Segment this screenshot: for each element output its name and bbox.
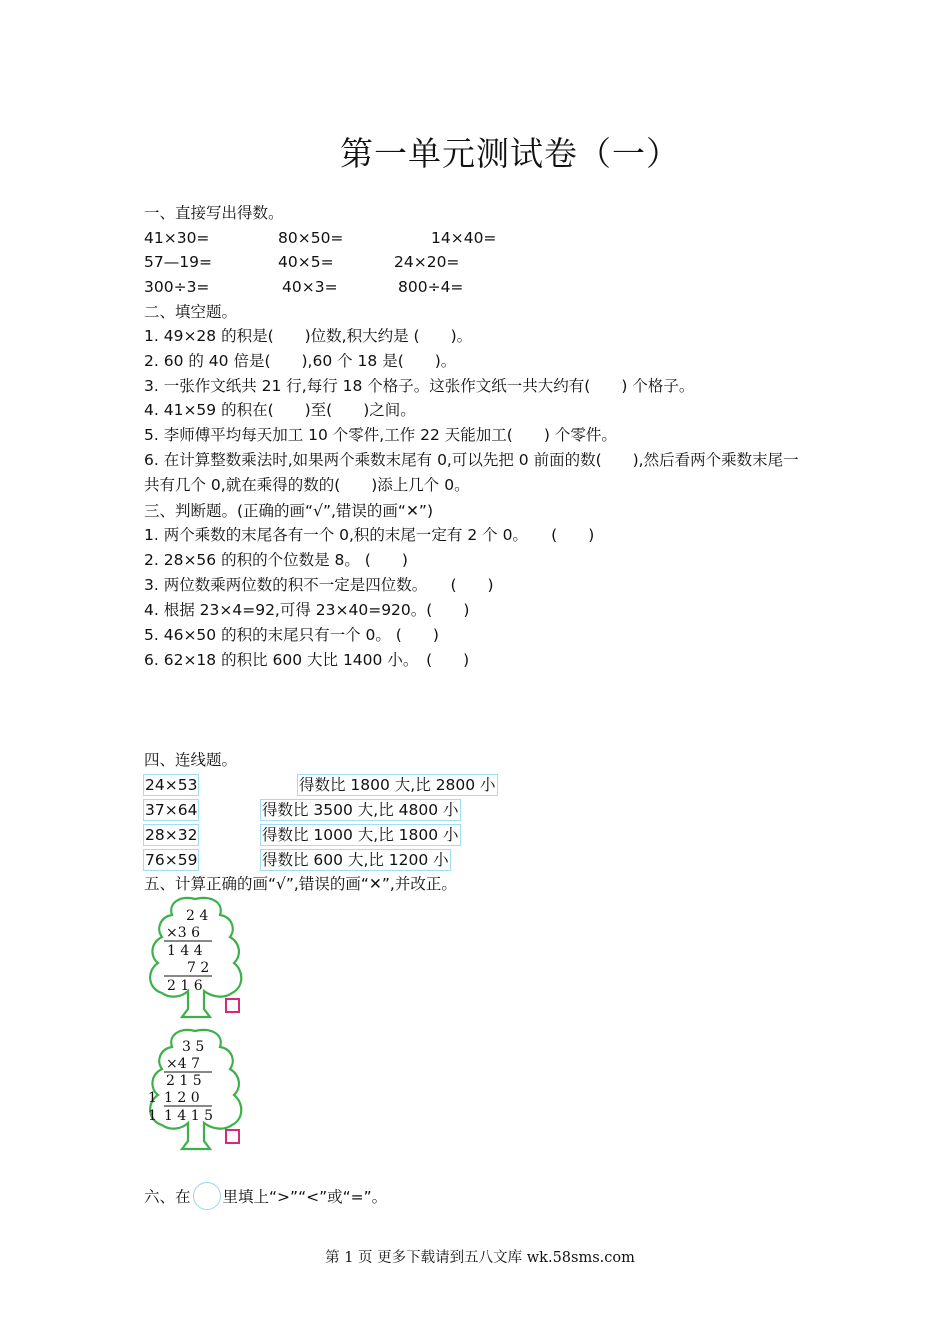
judge-item: 6. 62×18 的积比 600 大比 1400 小。 ( ) [144, 651, 470, 669]
calc-item: 800÷4= [398, 278, 464, 296]
judge-item: 3. 两位数乘两位数的积不一定是四位数。 ( ) [144, 576, 494, 594]
section2-heading: 二、填空题。 [144, 303, 238, 321]
link-right-item: 得数比 3500 大,比 4800 小 [262, 801, 459, 819]
calc2-multiplier: ×4 7 [166, 1056, 200, 1072]
answer-box[interactable] [225, 998, 240, 1013]
fill-item: 3. 一张作文纸共 21 行,每行 18 个格子。这张作文纸一共大约有( ) 个格子。 [144, 377, 695, 395]
link-left-item: 28×32 [145, 826, 198, 844]
calc2-partial-2: 1 2 0 [164, 1090, 200, 1106]
section1-heading: 一、直接写出得数。 [144, 204, 284, 222]
link-right-item: 得数比 600 大,比 1200 小 [262, 851, 449, 869]
link-right-item: 得数比 1800 大,比 2800 小 [299, 776, 496, 794]
section6-heading-end: 里填上“>”“<”或“=”。 [222, 1188, 388, 1206]
calc1-partial-1: 1 4 4 [167, 943, 203, 959]
calc-item: 41×30= [144, 229, 210, 247]
circle-icon [193, 1182, 221, 1210]
calc1-multiplicand: 2 4 [186, 908, 209, 924]
calc1-multiplier: ×3 6 [166, 925, 200, 941]
fill-item: 4. 41×59 的积在( )至( )之间。 [144, 401, 416, 419]
calc1-result: 2 1 6 [167, 978, 203, 994]
calc2-multiplicand: 3 5 [182, 1039, 205, 1055]
judge-item: 2. 28×56 的积的个位数是 8。 ( ) [144, 551, 408, 569]
calc-item: 14×40= [431, 229, 497, 247]
judge-item: 1. 两个乘数的末尾各有一个 0,积的末尾一定有 2 个 0。 ( ) [144, 526, 595, 544]
calc-item: 80×50= [278, 229, 344, 247]
judge-item: 4. 根据 23×4=92,可得 23×40=920。( ) [144, 601, 470, 619]
link-right-item: 得数比 1000 大,比 1800 小 [262, 826, 459, 844]
calc2-result: 1 4 1 5 [164, 1108, 213, 1124]
calc1-partial-2: 7 2 [187, 960, 210, 976]
section4-heading: 四、连线题。 [144, 751, 238, 769]
link-left-item: 76×59 [145, 851, 198, 869]
calc-item: 57—19= [144, 253, 212, 271]
calc-item: 24×20= [394, 253, 460, 271]
link-left-item: 37×64 [145, 801, 198, 819]
calc-item: 40×3= [282, 278, 338, 296]
section5-heading: 五、计算正确的画“√”,错误的画“✕”,并改正。 [144, 875, 457, 893]
calc2-partial-1: 2 1 5 [166, 1073, 202, 1089]
calc-item: 40×5= [278, 253, 334, 271]
fill-item: 6. 在计算整数乘法时,如果两个乘数末尾有 0,可以先把 0 前面的数( ),然后看两个乘数末尾一共有几个 0,就在乘得的数的( )添上几个 0。 [144, 451, 799, 494]
fill-item: 1. 49×28 的积是( )位数,积大约是 ( )。 [144, 327, 473, 345]
judge-item: 5. 46×50 的积的末尾只有一个 0。 ( ) [144, 626, 439, 644]
section6-heading [144, 1182, 387, 1210]
calc-item: 300÷3= [144, 278, 210, 296]
link-left-item: 24×53 [145, 776, 198, 794]
calc2-carry-2: 1 [148, 1108, 157, 1124]
page-title: 第一单元测试卷（一） [340, 134, 680, 173]
calc2-carry-1: 1 [148, 1090, 157, 1106]
section6-heading-start: 六、在 [144, 1188, 191, 1206]
page-footer: 第 1 页 更多下载请到五八文库 wk.58sms.com [325, 1250, 635, 1266]
answer-box[interactable] [225, 1129, 240, 1144]
section3-heading: 三、判断题。(正确的画“√”,错误的画“✕”) [144, 502, 434, 520]
fill-item: 2. 60 的 40 倍是( ),60 个 18 是( )。 [144, 352, 457, 370]
fill-item: 5. 李师傅平均每天加工 10 个零件,工作 22 天能加工( ) 个零件。 [144, 426, 617, 444]
